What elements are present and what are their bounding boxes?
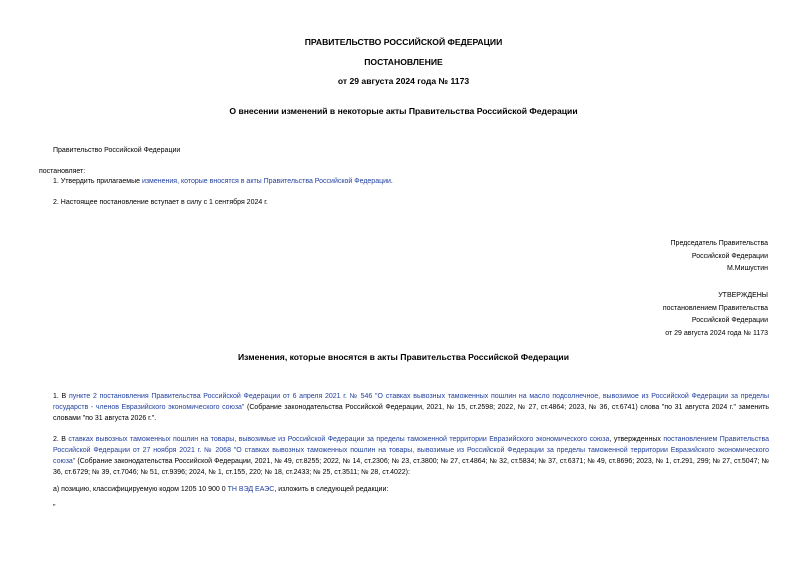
approval-date: от 29 августа 2024 года № 1173 [665, 329, 768, 337]
p1-text-a: 1. В [53, 393, 69, 400]
p2-text-c: (Собрание законодательства Российской Федерации, 2021, № 49, ст.8255; 2022, № 14, ст.2306; № 23, ст.3800; № 27, ст.4864; № 32, ст.5834; № 37, ст.6371; № 49, ст.8696; 2023, № 1, ст.291, 299; № 27, ст.5047; № 36, ст.6729; № 39, ст.7046; № 51, ст.9396; 2024, № 1, ст.155, 220; № 18, ст.2433; № 25, ст.3511; № 28, ст.4022): [53, 458, 769, 476]
issuing-body: Правительство Российской Федерации [53, 147, 181, 154]
export-duty-rates-link[interactable]: ставках вывозных таможенных пошлин на товары, вывозимые из Российской Федерации за пределы таможенной территории Евразийского экономического союза [68, 436, 610, 443]
decree-546-link[interactable]: пункте 2 постановления Правительства Российской Федерации от 6 апреля 2021 г. № 546 "О ставках вывозных таможенных пошлин на масло подсолнечное, вывозимое из Российской Федерации за пределы государств - членов Евразийского экономического союза" [53, 393, 770, 411]
approval-by: постановлением Правительства [662, 304, 768, 312]
decree-2068-link[interactable]: постановлением Правительства Российской Федерации от 27 ноября 2021 г. № 2068 "О ставках вывозных таможенных пошлин на товары, вывозимые из Российской Федерации за пределы таможенной территории Евразийского экономического союза" [53, 436, 769, 465]
document-title: О внесении изменений в некоторые акты Правительства Российской Федерации [229, 106, 578, 116]
approval-stamp [663, 290, 768, 340]
signature-position: Председатель Правительства [670, 240, 768, 247]
change-paragraph-1 [53, 391, 769, 424]
change-paragraph-3 [53, 484, 388, 495]
change-paragraph-2 [53, 434, 769, 478]
signature-org: Российской Федерации [691, 252, 768, 260]
changes-link[interactable]: изменения, которые вносятся в акты Правительства Российской Федерации [141, 178, 391, 185]
item-1-text: 1. Утвердить прилагаемые [53, 178, 142, 185]
tn-ved-link[interactable]: ТН ВЭД ЕАЭС [227, 486, 275, 493]
item-1-suffix: . [390, 178, 393, 185]
decides-label: постановляет: [39, 168, 86, 175]
signature-name: М.Мишустин [726, 265, 768, 272]
changes-title: Изменения, которые вносятся в акты Правительства Российской Федерации [237, 352, 569, 362]
document-type: ПОСТАНОВЛЕНИЕ [364, 57, 443, 67]
p2-text-b: , утвержденных [609, 436, 664, 443]
approval-heading: УТВЕРЖДЕНЫ [718, 292, 768, 299]
p1-text-b: (Собрание законодательства Российской Федерации, 2021, № 15, ст.2598; 2022, № 27, ст.4864; 2023, № 36, ст.6741) слова "по 31 августа 2024 г." заменить словами "по 31 августа 2026 г.". [53, 404, 770, 422]
document-date-number: от 29 августа 2024 года № 1173 [337, 76, 470, 86]
p3-text-b: , изложить в следующей редакции: [274, 486, 389, 493]
approval-org: Российской Федерации [691, 317, 768, 324]
item-1 [53, 176, 393, 187]
item-2: 2. Настоящее постановление вступает в силу с 1 сентября 2024 г. [53, 199, 268, 206]
government-heading: ПРАВИТЕЛЬСТВО РОССИЙСКОЙ ФЕДЕРАЦИИ [304, 37, 503, 47]
p3-text-a: а) позицию, классифицируемую кодом 1205 10 900 0 [53, 486, 228, 493]
signature-block [671, 238, 768, 276]
quote-mark: " [53, 504, 56, 511]
p2-text-a: 2. В [53, 436, 69, 443]
